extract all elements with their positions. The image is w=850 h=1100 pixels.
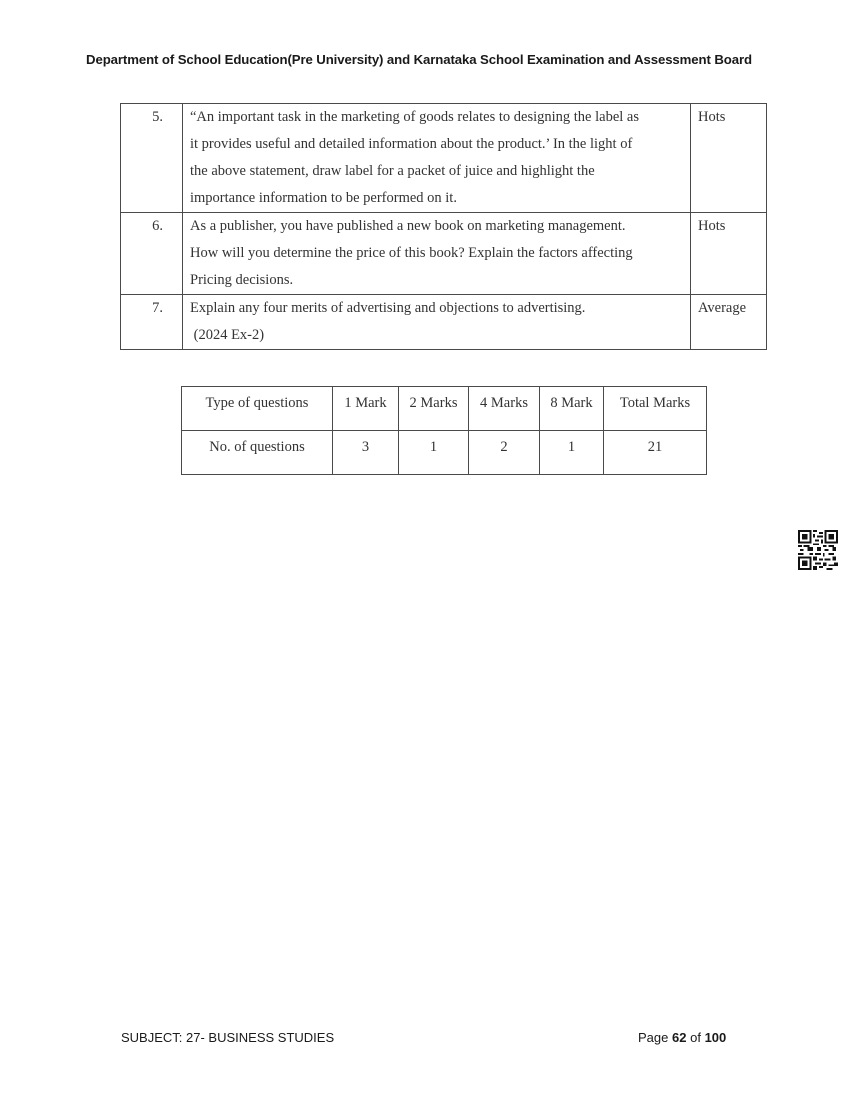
header-cell: 2 Marks	[399, 387, 469, 431]
qr-code-icon	[798, 530, 838, 570]
question-level: Hots	[691, 213, 767, 295]
table-cell: 21	[604, 431, 707, 475]
page-prefix: Page	[638, 1030, 669, 1045]
footer-subject: SUBJECT: 27- BUSINESS STUDIES	[121, 1030, 335, 1045]
page-header: Department of School Education(Pre University) and Karnataka School Examination and Assessment Board	[86, 52, 752, 67]
question-number: 6.	[121, 213, 183, 295]
table-row	[121, 213, 767, 295]
table-row	[182, 431, 707, 475]
questions-table	[120, 103, 767, 350]
header-cell: 4 Marks	[469, 387, 540, 431]
question-number: 7.	[121, 295, 183, 350]
table-header-row	[182, 387, 707, 431]
question-level: Average	[691, 295, 767, 350]
page-of: of	[690, 1030, 701, 1045]
question-line: it provides useful and detailed information about the product.’ In the light of	[190, 136, 633, 152]
question-line: Pricing decisions.	[190, 272, 294, 288]
question-text	[183, 295, 691, 350]
question-line: (2024 Ex-2)	[190, 327, 265, 343]
question-text	[183, 104, 691, 213]
question-line: “An important task in the marketing of goods relates to designing the label as	[190, 109, 639, 125]
question-line: As a publisher, you have published a new book on marketing management.	[190, 218, 626, 234]
table-cell: 2	[469, 431, 540, 475]
question-line: How will you determine the price of this book? Explain the factors affecting	[190, 245, 633, 261]
question-number: 5.	[121, 104, 183, 213]
page-total: 100	[704, 1030, 727, 1045]
page-current: 62	[672, 1030, 687, 1045]
header-cell: Total Marks	[604, 387, 707, 431]
table-cell: 1	[540, 431, 604, 475]
table-cell: 3	[333, 431, 399, 475]
header-cell: Type of questions	[182, 387, 333, 431]
header-cell: 8 Mark	[540, 387, 604, 431]
question-text	[183, 213, 691, 295]
question-line: importance information to be performed on it.	[190, 190, 457, 206]
table-row	[121, 104, 767, 213]
page-number	[638, 1030, 726, 1045]
question-level: Hots	[691, 104, 767, 213]
marks-summary-table	[181, 386, 707, 475]
question-line: Explain any four merits of advertising and objections to advertising.	[190, 300, 586, 316]
table-cell: No. of questions	[182, 431, 333, 475]
table-cell: 1	[399, 431, 469, 475]
question-line: the above statement, draw label for a packet of juice and highlight the	[190, 163, 595, 179]
table-row	[121, 295, 767, 350]
header-cell: 1 Mark	[333, 387, 399, 431]
